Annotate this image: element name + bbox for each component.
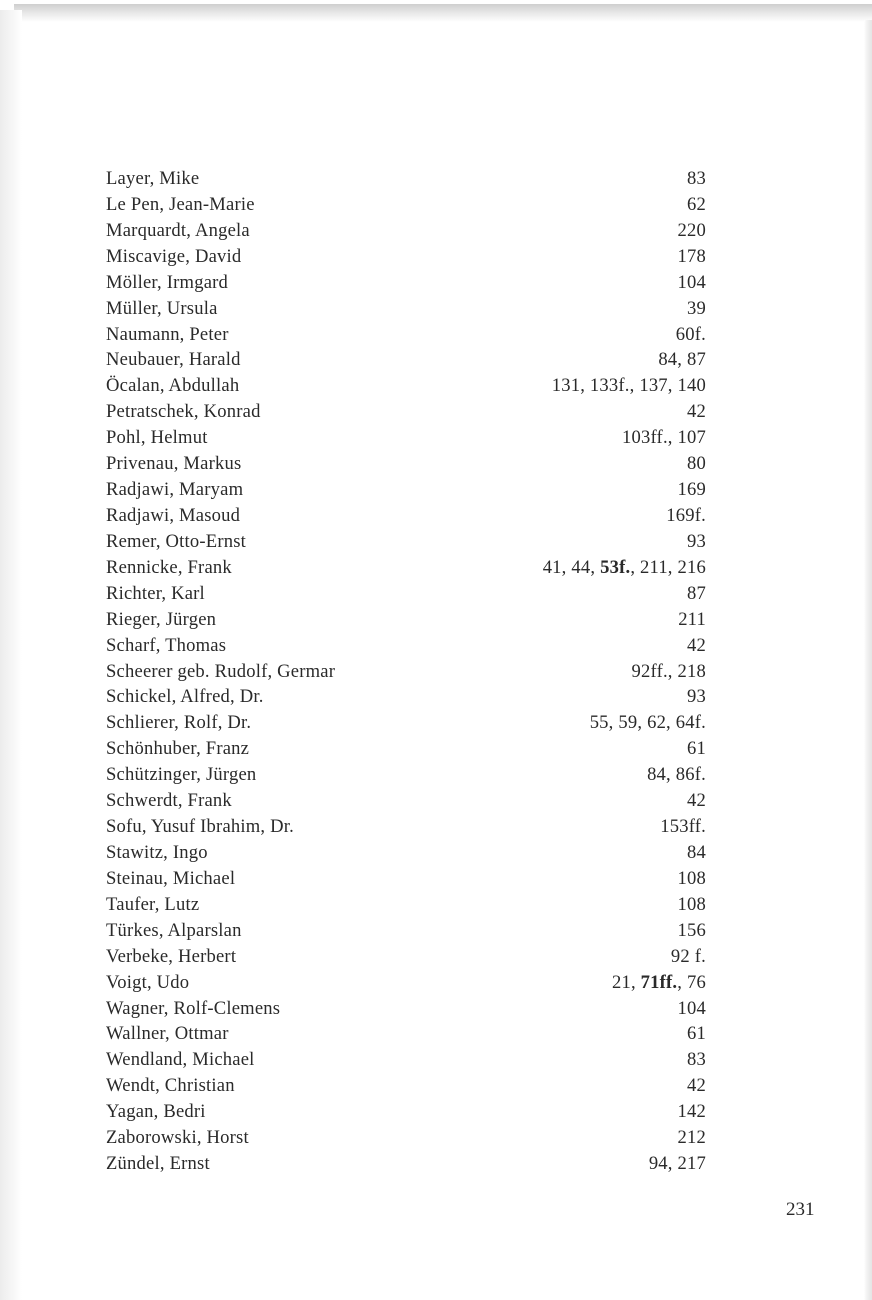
index-entry-name: Rieger, Jürgen (106, 608, 217, 630)
index-entry (106, 529, 706, 555)
name-index-list (106, 166, 706, 1177)
index-entry-pages (687, 529, 706, 555)
page-reference: 108 (677, 867, 706, 889)
page-reference: 84 (687, 841, 706, 863)
index-entry-pages (658, 347, 706, 373)
index-entry-pages (649, 1151, 706, 1177)
index-entry (106, 762, 706, 788)
index-entry-name: Türkes, Alparslan (106, 919, 242, 941)
page-reference: 42 (687, 401, 706, 423)
index-entry-pages (687, 736, 706, 762)
index-entry (106, 918, 706, 944)
index-entry-pages (687, 840, 706, 866)
index-entry (106, 633, 706, 659)
index-entry-pages (612, 970, 706, 996)
page-reference: 80 (687, 453, 706, 475)
index-entry (106, 607, 706, 633)
page-reference: 41, 44, (542, 556, 601, 578)
page-reference: 83 (687, 168, 706, 189)
page-reference: 83 (687, 1049, 706, 1071)
index-entry (106, 477, 706, 503)
index-entry-pages (671, 944, 706, 970)
index-entry (106, 710, 706, 736)
index-entry (106, 1073, 706, 1099)
index-entry (106, 1151, 706, 1177)
page-reference: 220 (677, 219, 706, 241)
index-entry-name: Sofu, Yusuf Ibrahim, Dr. (106, 816, 294, 838)
index-entry (106, 373, 706, 399)
index-entry-name: Voigt, Udo (106, 971, 190, 993)
index-entry (106, 425, 706, 451)
page-reference: 93 (687, 686, 706, 708)
scan-shadow-top (14, 4, 872, 22)
page-reference: 153ff. (660, 816, 706, 838)
index-entry (106, 1047, 706, 1073)
scan-shadow-right (864, 20, 872, 1300)
index-entry-name: Steinau, Michael (106, 867, 236, 889)
page-reference: 104 (677, 271, 706, 293)
index-entry (106, 192, 706, 218)
index-entry-name: Rennicke, Frank (106, 556, 232, 578)
index-entry-name: Scharf, Thomas (106, 634, 227, 656)
index-entry-name: Schlierer, Rolf, Dr. (106, 712, 252, 734)
index-entry-name: Radjawi, Masoud (106, 504, 241, 526)
page-reference: 55, 59, 62, 64f. (589, 712, 706, 734)
index-entry (106, 736, 706, 762)
index-entry (106, 399, 706, 425)
page-reference: 131, 133f., 137, 140 (551, 375, 706, 397)
index-entry-name: Radjawi, Maryam (106, 479, 244, 501)
page-reference: 212 (677, 1127, 706, 1149)
index-entry-pages (678, 270, 707, 296)
index-entry-pages (660, 814, 706, 840)
index-entry-pages (687, 296, 706, 322)
index-entry (106, 996, 706, 1022)
page-reference: 108 (677, 893, 706, 915)
index-entry-name: Wallner, Ottmar (106, 1023, 229, 1045)
index-entry-name: Pohl, Helmut (106, 427, 208, 449)
index-entry-name: Wagner, Rolf-Clemens (106, 997, 281, 1019)
index-entry-name: Zaborowski, Horst (106, 1127, 249, 1149)
index-entry (106, 866, 706, 892)
index-entry (106, 503, 706, 529)
page-reference: 87 (687, 582, 706, 604)
index-entry (106, 659, 706, 685)
index-entry-name: Stawitz, Ingo (106, 841, 208, 863)
index-entry-pages (678, 866, 707, 892)
index-entry-name: Taufer, Lutz (106, 893, 200, 915)
page-reference: 104 (677, 997, 706, 1019)
page-reference: , 211, 216 (630, 556, 706, 578)
index-entry-pages (687, 192, 706, 218)
page-reference: 94, 217 (648, 1153, 706, 1175)
index-entry-pages (622, 425, 706, 451)
index-entry-pages (678, 607, 706, 633)
index-entry-pages (678, 1099, 707, 1125)
index-entry-name: Schönhuber, Franz (106, 738, 250, 760)
index-entry-pages (678, 477, 707, 503)
index-entry-name: Marquardt, Angela (106, 219, 250, 241)
page-reference: 103ff., 107 (622, 427, 706, 449)
index-entry (106, 1021, 706, 1047)
index-entry-pages (678, 244, 707, 270)
index-entry-pages (678, 996, 707, 1022)
index-entry (106, 970, 706, 996)
index-entry (106, 451, 706, 477)
page-reference: 39 (687, 297, 706, 319)
index-entry (106, 555, 706, 581)
index-entry-name: Verbeke, Herbert (106, 945, 237, 967)
page-reference-bold: 71ff. (640, 971, 678, 993)
page-reference: 169f. (666, 504, 706, 526)
scan-shadow-left (0, 10, 22, 1300)
index-entry-pages (678, 218, 707, 244)
page-reference: 21, (611, 971, 641, 993)
index-entry-name: Wendt, Christian (106, 1075, 235, 1097)
index-entry (106, 322, 706, 348)
page-reference: 84, 87 (658, 349, 706, 371)
index-entry-pages (647, 762, 706, 788)
page-reference: 61 (687, 738, 706, 760)
index-entry (106, 244, 706, 270)
page-reference: 211 (678, 608, 706, 630)
index-entry-name: Zündel, Ernst (106, 1153, 210, 1175)
index-entry-name: Remer, Otto-Ernst (106, 530, 247, 552)
index-entry-pages (678, 918, 707, 944)
page-reference: 92ff., 218 (631, 660, 706, 682)
index-entry-name: Richter, Karl (106, 582, 205, 604)
page-reference: 84, 86f. (647, 764, 706, 786)
index-entry-pages (543, 555, 706, 581)
page-reference: 42 (687, 1075, 706, 1097)
index-entry (106, 840, 706, 866)
index-entry (106, 1099, 706, 1125)
index-entry-pages (678, 1125, 707, 1151)
index-entry (106, 684, 706, 710)
index-entry-name: Privenau, Markus (106, 453, 242, 475)
page-reference: 92 f. (670, 945, 706, 967)
index-entry-name: Layer, Mike (106, 168, 200, 189)
index-entry-pages (687, 166, 706, 192)
index-entry-name: Wendland, Michael (106, 1049, 255, 1071)
index-entry (106, 944, 706, 970)
index-entry-pages (687, 788, 706, 814)
index-entry-pages (687, 633, 706, 659)
index-entry-pages (687, 1047, 706, 1073)
index-entry-pages (687, 684, 706, 710)
index-entry-name: Möller, Irmgard (106, 271, 229, 293)
page-reference: 42 (687, 790, 706, 812)
index-entry-name: Schützinger, Jürgen (106, 764, 257, 786)
index-entry-pages (552, 373, 706, 399)
index-entry-pages (590, 710, 706, 736)
page-reference: 62 (687, 193, 706, 215)
index-entry-pages (676, 322, 706, 348)
index-entry-name: Yagan, Bedri (106, 1101, 206, 1123)
index-entry-pages (687, 451, 706, 477)
page-reference: 60f. (675, 323, 706, 345)
index-entry-pages (632, 659, 706, 685)
index-entry-pages (666, 503, 706, 529)
index-entry-name: Schickel, Alfred, Dr. (106, 686, 264, 708)
page-reference: , 76 (677, 971, 706, 993)
index-entry-pages (687, 399, 706, 425)
index-entry (106, 166, 706, 192)
index-entry-name: Le Pen, Jean-Marie (106, 193, 255, 215)
index-entry (106, 892, 706, 918)
index-entry-pages (687, 1073, 706, 1099)
index-entry-name: Neubauer, Harald (106, 349, 241, 371)
index-entry (106, 788, 706, 814)
index-entry-name: Müller, Ursula (106, 297, 218, 319)
index-entry (106, 218, 706, 244)
index-entry (106, 814, 706, 840)
index-entry-name: Naumann, Peter (106, 323, 229, 345)
index-entry (106, 581, 706, 607)
page-reference-bold: 53f. (600, 556, 631, 578)
index-entry-pages (687, 1021, 706, 1047)
index-entry (106, 270, 706, 296)
index-entry-name: Scheerer geb. Rudolf, Germar (106, 660, 336, 682)
index-entry (106, 347, 706, 373)
page-reference: 93 (687, 530, 706, 552)
index-entry-pages (687, 581, 706, 607)
page-reference: 178 (677, 245, 706, 267)
page-reference: 156 (677, 919, 706, 941)
page-reference: 42 (687, 634, 706, 656)
index-entry-name: Öcalan, Abdullah (106, 375, 240, 397)
index-entry (106, 296, 706, 322)
index-entry (106, 1125, 706, 1151)
index-entry-name: Schwerdt, Frank (106, 790, 232, 812)
page-number: 231 (786, 1199, 815, 1220)
page-reference: 61 (687, 1023, 706, 1045)
page-reference: 169 (677, 479, 706, 501)
index-entry-pages (678, 892, 707, 918)
index-entry-name: Miscavige, David (106, 245, 242, 267)
index-entry-name: Petratschek, Konrad (106, 401, 261, 423)
page-reference: 142 (677, 1101, 706, 1123)
